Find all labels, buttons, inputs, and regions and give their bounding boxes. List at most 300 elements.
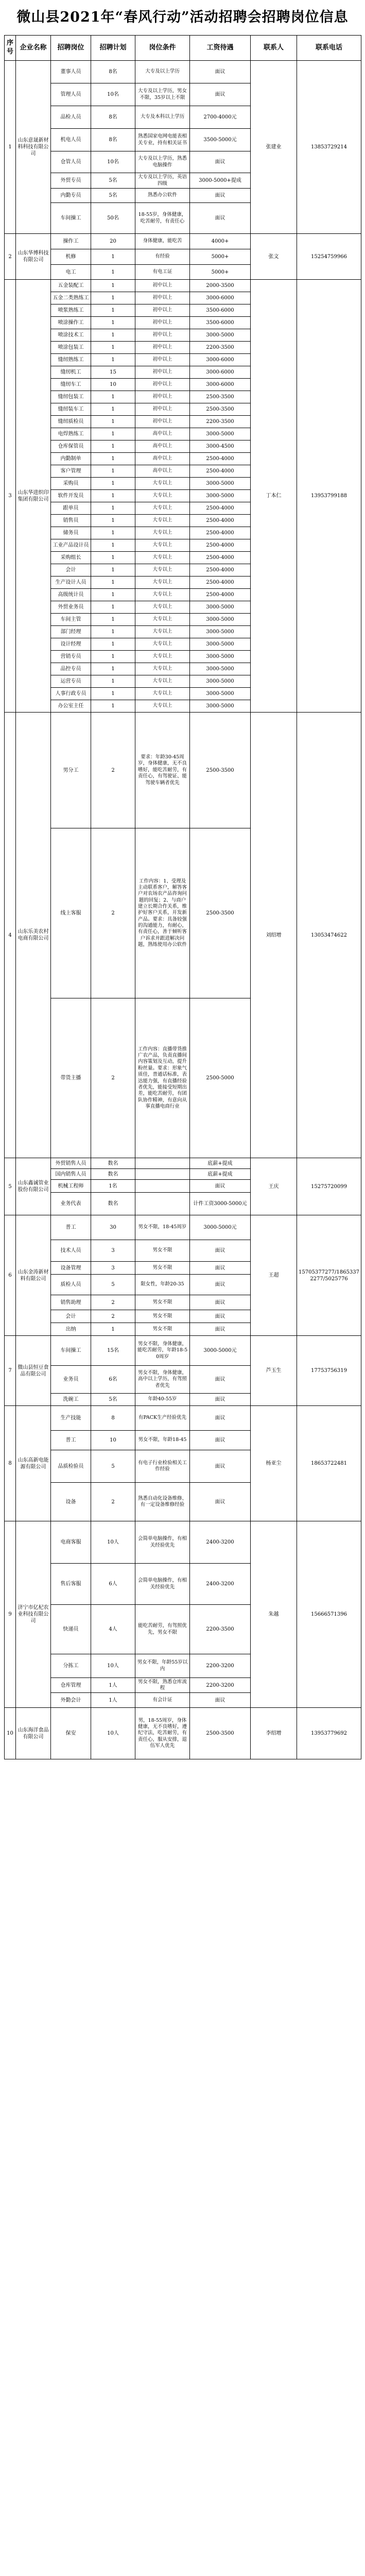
job-pay: 2500-4000: [190, 465, 251, 478]
job-requirements: [135, 1193, 190, 1215]
job-requirements: 初中以上: [135, 366, 190, 379]
job-plan: 1人: [91, 1678, 135, 1693]
job-pay: 3500-6000: [190, 304, 251, 317]
job-requirements: 大专以上: [135, 478, 190, 490]
job-position: 运营专员: [51, 675, 91, 688]
job-position: 业务员: [51, 1366, 91, 1394]
job-position: 设计经理: [51, 638, 91, 651]
job-position: 品控专员: [51, 663, 91, 675]
job-pay: 3000-5000: [190, 700, 251, 713]
job-plan: 1: [91, 651, 135, 663]
job-position: 业务代表: [51, 1193, 91, 1215]
contact-phone: 13053474622: [297, 713, 361, 1158]
contact-person: 张文: [251, 234, 297, 280]
job-pay: 3000-5000元: [190, 1215, 251, 1240]
job-requirements: 初中以上: [135, 403, 190, 416]
job-pay: 计件工资3000-5000元: [190, 1193, 251, 1215]
job-position: 跟单员: [51, 502, 91, 515]
job-pay: 2500-3500: [190, 391, 251, 403]
job-position: 国内销售人员: [51, 1169, 91, 1180]
contact-phone: 13953799188: [297, 280, 361, 713]
company-number: 2: [5, 234, 16, 280]
header-row: [5, 36, 361, 61]
contact-person: 朱越: [251, 1521, 297, 1708]
contact-person: 刘绍增: [251, 713, 297, 1158]
job-requirements: 男女不限: [135, 1323, 190, 1336]
job-pay: 3500-6000: [190, 317, 251, 329]
job-requirements: 会简单电脑操作，有相关经验优先: [135, 1521, 190, 1564]
job-pay: 2200-3200: [190, 1654, 251, 1678]
job-plan: 6人: [91, 1564, 135, 1605]
page-title: 微山县2021年“春风行动”活动招聘会招聘岗位信息: [16, 9, 349, 25]
job-position: 快递员: [51, 1605, 91, 1654]
job-plan: 30: [91, 1215, 135, 1240]
job-pay: 2200-3500: [190, 416, 251, 428]
job-pay: 2400-3200: [190, 1521, 251, 1564]
job-pay: 面议: [190, 1262, 251, 1275]
table-row: [5, 61, 361, 83]
job-position: 普工: [51, 1215, 91, 1240]
job-requirements: 高中以上: [135, 428, 190, 440]
company-name: 山东华进织印集团有限公司: [16, 280, 51, 713]
job-plan: 1: [91, 304, 135, 317]
job-position: 采购员: [51, 478, 91, 490]
job-pay: 3000-5000: [190, 663, 251, 675]
job-plan: 1: [91, 453, 135, 465]
job-plan: 1: [91, 601, 135, 614]
job-requirements: 男女不限: [135, 1295, 190, 1310]
job-plan: 数名: [91, 1158, 135, 1169]
job-requirements: [135, 1158, 190, 1169]
job-requirements: 限女性，年龄20-35: [135, 1275, 190, 1295]
job-plan: 1: [91, 539, 135, 552]
job-requirements: 大专以上: [135, 614, 190, 626]
job-requirements: 有经验: [135, 249, 190, 265]
job-pay: 2500-4000: [190, 515, 251, 527]
job-plan: 1: [91, 292, 135, 304]
job-position: 管理人员: [51, 83, 91, 106]
job-plan: 10人: [91, 1654, 135, 1678]
job-position: 会计: [51, 564, 91, 577]
job-plan: 数名: [91, 1193, 135, 1215]
job-pay: 2500-5000: [190, 998, 251, 1158]
job-pay: 2500-3500: [190, 828, 251, 998]
job-pay: 底薪+提成: [190, 1158, 251, 1169]
job-requirements: 初中以上: [135, 329, 190, 342]
job-pay: 2500-4000: [190, 564, 251, 577]
job-requirements: 大专及以上学历，英语四级: [135, 173, 190, 189]
job-pay: 面议: [190, 1180, 251, 1193]
job-pay: 面议: [190, 1450, 251, 1483]
job-plan: 1: [91, 675, 135, 688]
table-row: [5, 1215, 361, 1240]
job-requirements: 大专以上: [135, 539, 190, 552]
job-position: 线上客服: [51, 828, 91, 998]
job-plan: 20: [91, 234, 135, 249]
job-plan: 10名: [91, 151, 135, 173]
job-requirements: 初中以上: [135, 354, 190, 366]
job-requirements: 有PACK生产经验优先: [135, 1406, 190, 1431]
job-pay: 底薪+提成: [190, 1169, 251, 1180]
job-position: 仓管人员: [51, 151, 91, 173]
job-plan: 10人: [91, 1521, 135, 1564]
header-cell: 招聘岗位: [51, 36, 91, 61]
table-row: [5, 1406, 361, 1431]
job-plan: 4人: [91, 1605, 135, 1654]
job-position: 销售助理: [51, 1295, 91, 1310]
job-pay: 3000-5000: [190, 478, 251, 490]
job-position: 设备管理: [51, 1262, 91, 1275]
job-plan: 2: [91, 1295, 135, 1310]
job-pay: 2700-4000元: [190, 106, 251, 129]
job-pay: 2500-4000: [190, 502, 251, 515]
job-plan: 5: [91, 1450, 135, 1483]
job-plan: 1: [91, 342, 135, 354]
job-pay: 5000+: [190, 249, 251, 265]
job-pay: 3000-5000元: [190, 1336, 251, 1366]
job-plan: 1: [91, 700, 135, 713]
job-plan: 10: [91, 1431, 135, 1450]
contact-person: 芦玉生: [251, 1336, 297, 1406]
job-requirements: 大专以上: [135, 577, 190, 589]
job-pay: 2400-3200: [190, 1564, 251, 1605]
company-name: 济宁市亿杞农业科技有限公司: [16, 1521, 51, 1708]
job-position: 机电人员: [51, 129, 91, 151]
job-pay: 面议: [190, 1295, 251, 1310]
job-requirements: 大专以上: [135, 490, 190, 502]
job-plan: 10名: [91, 83, 135, 106]
job-position: 电工: [51, 265, 91, 280]
job-position: 缝纫熟练工: [51, 354, 91, 366]
job-requirements: 大专及以上学历，熟悉电脑操作: [135, 151, 190, 173]
job-requirements: 初中以上: [135, 292, 190, 304]
job-pay: 2200-3200: [190, 1678, 251, 1693]
job-plan: 1: [91, 416, 135, 428]
job-pay: 面议: [190, 189, 251, 203]
job-position: 人事行政专员: [51, 688, 91, 700]
job-position: 操作工: [51, 234, 91, 249]
job-pay: 面议: [190, 1406, 251, 1431]
job-requirements: 熟悉办公软件: [135, 189, 190, 203]
job-pay: 面议: [190, 1310, 251, 1323]
job-position: 机械工程师: [51, 1180, 91, 1193]
job-plan: 1: [91, 614, 135, 626]
job-requirements: 大专以上: [135, 626, 190, 638]
job-position: 喷涂包装工: [51, 342, 91, 354]
job-pay: 面议: [190, 61, 251, 83]
job-pay: 4000+: [190, 234, 251, 249]
job-position: 外贸销售人员: [51, 1158, 91, 1169]
job-pay: 2500-4000: [190, 577, 251, 589]
job-plan: 10: [91, 379, 135, 391]
contact-person: 王庆: [251, 1158, 297, 1215]
contact-person: 丁本仁: [251, 280, 297, 713]
contact-phone: 13853729214: [297, 61, 361, 234]
job-plan: 1: [91, 478, 135, 490]
job-plan: 1: [91, 265, 135, 280]
job-position: 缝纫质检员: [51, 416, 91, 428]
job-plan: 8名: [91, 106, 135, 129]
job-position: 设备: [51, 1483, 91, 1521]
job-plan: 1: [91, 317, 135, 329]
table-row: [5, 1336, 361, 1366]
job-pay: 2000-3500: [190, 280, 251, 292]
table-row: [5, 1158, 361, 1169]
job-plan: 5名: [91, 189, 135, 203]
job-pay: 面议: [190, 1240, 251, 1262]
job-position: 五金装配工: [51, 280, 91, 292]
job-plan: 1: [91, 391, 135, 403]
job-plan: 1: [91, 577, 135, 589]
job-position: 仓库管理: [51, 1678, 91, 1693]
job-pay: 面议: [190, 1366, 251, 1394]
job-position: 保安: [51, 1708, 91, 1759]
job-plan: 1: [91, 465, 135, 478]
job-pay: 2500-3500: [190, 1708, 251, 1759]
job-requirements: 男女不限，身体健康，能吃苦耐劳，年龄18-50周岁: [135, 1336, 190, 1366]
contact-person: 杨亚尘: [251, 1406, 297, 1521]
job-pay: 3000-5000: [190, 428, 251, 440]
job-requirements: 大专以上: [135, 663, 190, 675]
job-requirements: 高中以上: [135, 440, 190, 453]
job-requirements: 要求：年龄30-45周岁，身体健康，无不良嗜好，能吃苦耐劳，有责任心，有驾驶证、能驾驶车辆者优先: [135, 713, 190, 828]
job-pay: 3000-5000+提成: [190, 173, 251, 189]
job-plan: 1: [91, 1323, 135, 1336]
job-requirements: 能吃苦耐劳，有驾照优先，男女不限: [135, 1605, 190, 1654]
job-position: 生产设计人员: [51, 577, 91, 589]
job-position: 品质检验员: [51, 1450, 91, 1483]
company-name: 山东金涛新材料有限公司: [16, 1215, 51, 1336]
company-name: 山东乐美农村电商有限公司: [16, 713, 51, 1158]
job-pay: 面议: [190, 1431, 251, 1450]
job-requirements: 男女不限，年龄18-45: [135, 1431, 190, 1450]
header-cell: 序号: [5, 36, 16, 61]
job-plan: 1: [91, 688, 135, 700]
job-pay: 面议: [190, 1693, 251, 1708]
job-requirements: 熟悉国家电网电能表相关专业，持有相关证书: [135, 129, 190, 151]
company-name: 山东高新电能源有限公司: [16, 1406, 51, 1521]
job-position: 外贸专员: [51, 173, 91, 189]
job-requirements: 高中以上: [135, 465, 190, 478]
job-plan: 1: [91, 403, 135, 416]
job-pay: 5000+: [190, 265, 251, 280]
company-number: 9: [5, 1521, 16, 1708]
job-requirements: 大专以上: [135, 700, 190, 713]
job-requirements: 大专以上: [135, 638, 190, 651]
job-pay: 3000-5000: [190, 688, 251, 700]
job-requirements: 初中以上: [135, 379, 190, 391]
job-position: 喷浆熟练工: [51, 304, 91, 317]
job-plan: 8名: [91, 61, 135, 83]
company-name: 山东华博科技有限公司: [16, 234, 51, 280]
job-pay: 2200-3500: [190, 342, 251, 354]
table-row: [5, 1708, 361, 1759]
header-cell: 联系人: [251, 36, 297, 61]
job-position: 软件开发员: [51, 490, 91, 502]
job-plan: 1: [91, 329, 135, 342]
job-requirements: 大专以上: [135, 601, 190, 614]
job-pay: 3000-5000: [190, 329, 251, 342]
job-pay: 面议: [190, 151, 251, 173]
job-requirements: 有电工证: [135, 265, 190, 280]
job-requirements: 男，18-55周岁，身体健康，无不良嗜好，遵纪守法，吃苦耐劳，有责任心，服从安排，退伍军人优先: [135, 1708, 190, 1759]
company-name: 山东海洋食品有限公司: [16, 1708, 51, 1759]
job-position: 董事人员: [51, 61, 91, 83]
job-pay: 2500-3500: [190, 403, 251, 416]
job-plan: 5名: [91, 1394, 135, 1406]
company-number: 5: [5, 1158, 16, 1215]
job-plan: 8名: [91, 129, 135, 151]
job-position: 高级统计员: [51, 589, 91, 601]
job-pay: 3000-5000: [190, 675, 251, 688]
job-requirements: 初中以上: [135, 342, 190, 354]
job-pay: 面议: [190, 1275, 251, 1295]
job-plan: 3: [91, 1262, 135, 1275]
job-plan: 15名: [91, 1336, 135, 1366]
job-plan: 2: [91, 1310, 135, 1323]
job-position: 缝纫车工: [51, 379, 91, 391]
job-plan: 15: [91, 366, 135, 379]
job-requirements: 大专以上: [135, 688, 190, 700]
job-requirements: 有会计证: [135, 1693, 190, 1708]
header-cell: 企业名称: [16, 36, 51, 61]
job-requirements: 大专以上: [135, 527, 190, 539]
job-pay: 3000-5000: [190, 614, 251, 626]
job-position: 喷涂操作工: [51, 317, 91, 329]
job-position: 售后客服: [51, 1564, 91, 1605]
job-requirements: 初中以上: [135, 280, 190, 292]
job-plan: 1: [91, 527, 135, 539]
job-position: 仓库保管员: [51, 440, 91, 453]
header-cell: 联系电话: [297, 36, 361, 61]
job-requirements: 年龄40-55岁: [135, 1394, 190, 1406]
job-plan: 1: [91, 564, 135, 577]
job-position: 普工: [51, 1431, 91, 1450]
jobs-table: [4, 35, 361, 1759]
company-name: 微山县恒豆食品有限公司: [16, 1336, 51, 1406]
job-requirements: 男女不限，18-45周岁: [135, 1215, 190, 1240]
job-pay: 面议: [190, 1483, 251, 1521]
job-position: 车间操工: [51, 1336, 91, 1366]
job-requirements: 初中以上: [135, 416, 190, 428]
job-position: 客户管理: [51, 465, 91, 478]
job-plan: 2: [91, 713, 135, 828]
table-row: [5, 1521, 361, 1564]
job-position: 缝纫装车工: [51, 403, 91, 416]
job-requirements: 身体健康，能吃苦: [135, 234, 190, 249]
job-pay: 3000-5000: [190, 638, 251, 651]
job-plan: 5名: [91, 173, 135, 189]
job-requirements: 18-55岁，身体健康，吃苦耐劳，有责任心: [135, 203, 190, 234]
job-pay: 2500-4000: [190, 539, 251, 552]
job-plan: 1: [91, 440, 135, 453]
contact-phone: 15705377277/18653372277/5025776: [297, 1215, 361, 1336]
contact-phone: 15666571396: [297, 1521, 361, 1708]
job-position: 分拣工: [51, 1654, 91, 1678]
job-requirements: 男女不限，熟悉仓库流程: [135, 1678, 190, 1693]
job-position: 男分工: [51, 713, 91, 828]
job-pay: 2500-4000: [190, 453, 251, 465]
table-row: [5, 280, 361, 292]
job-requirements: 初中以上: [135, 317, 190, 329]
job-requirements: [135, 1180, 190, 1193]
contact-person: 王超: [251, 1215, 297, 1336]
job-requirements: 大专以上: [135, 502, 190, 515]
job-requirements: 会简单电脑操作，有相关经验优先: [135, 1564, 190, 1605]
job-plan: 数名: [91, 1169, 135, 1180]
job-pay: 3000-5000: [190, 490, 251, 502]
job-pay: 2500-4000: [190, 552, 251, 564]
job-position: 车间主管: [51, 614, 91, 626]
job-requirements: 大专及以上学历: [135, 61, 190, 83]
contact-phone: 13953779692: [297, 1708, 361, 1759]
job-plan: 50名: [91, 203, 135, 234]
job-position: 营销专员: [51, 651, 91, 663]
job-requirements: 大专以上: [135, 675, 190, 688]
job-pay: 3000-6000: [190, 379, 251, 391]
job-position: 外贸业务员: [51, 601, 91, 614]
job-pay: 3000-5000: [190, 651, 251, 663]
job-requirements: 大专及以上学历，男女不限，35岁以上不限: [135, 83, 190, 106]
job-position: 机修: [51, 249, 91, 265]
job-plan: 1: [91, 638, 135, 651]
job-plan: 1: [91, 589, 135, 601]
job-pay: 3000-6000: [190, 354, 251, 366]
company-name: 山东意晟新材料科技有限公司: [16, 61, 51, 234]
job-pay: 2500-4000: [190, 589, 251, 601]
job-plan: 1: [91, 626, 135, 638]
job-requirements: 大专以上: [135, 564, 190, 577]
job-requirements: 初中以上: [135, 391, 190, 403]
job-pay: 面议: [190, 1394, 251, 1406]
job-position: 工业产品设计员: [51, 539, 91, 552]
job-requirements: 初中以上: [135, 304, 190, 317]
job-position: 喷涂技术工: [51, 329, 91, 342]
job-requirements: 工作内容：1、受理及主动联系客户，解答客户对农场农产品咨询问题的回复；2、与商户建立长期合作关系，维护好客户关系，开发新产品。要求：具备较强的沟通能力，有耐心，有责任心，善于倾听客户诉求并跟进解决问题，熟练使用办公软件: [135, 828, 190, 998]
company-number: 8: [5, 1406, 16, 1521]
job-requirements: 男女不限，年龄55岁以内: [135, 1654, 190, 1678]
company-number: 1: [5, 61, 16, 234]
job-requirements: 大专以上: [135, 589, 190, 601]
job-position: 生产技能: [51, 1406, 91, 1431]
job-requirements: 大专以上: [135, 651, 190, 663]
contact-phone: 15275720099: [297, 1158, 361, 1215]
contact-phone: 17753756319: [297, 1336, 361, 1406]
job-pay: 3000-6000: [190, 292, 251, 304]
job-plan: 5: [91, 1275, 135, 1295]
job-requirements: 男女不限，身体健康，高中以上学历，有驾照者优先: [135, 1366, 190, 1394]
job-position: 缝纫包装工: [51, 391, 91, 403]
job-requirements: [135, 1169, 190, 1180]
header-cell: 工资待遇: [190, 36, 251, 61]
job-position: 办公室主任: [51, 700, 91, 713]
job-plan: 1: [91, 490, 135, 502]
job-requirements: 熟悉自动化设备维修、有一定设备维修经验: [135, 1483, 190, 1521]
header-cell: 招聘计划: [91, 36, 135, 61]
job-position: 品检人员: [51, 106, 91, 129]
company-number: 4: [5, 713, 16, 1158]
job-requirements: 工作内容：直播带货推广农产品，负责直播间内容策划及互动，提升粉丝量。要求：形象气质佳，普通话标准，表达能力强，有直播经验者优先，能接受短期出差，能吃苦耐劳，有团队协作精神，有意向从事直播电商行业: [135, 998, 190, 1158]
job-position: 会计: [51, 1310, 91, 1323]
job-position: 技术人员: [51, 1240, 91, 1262]
job-plan: 1: [91, 428, 135, 440]
job-plan: 2: [91, 1483, 135, 1521]
header-cell: 岗位条件: [135, 36, 190, 61]
job-position: 电商客服: [51, 1521, 91, 1564]
job-position: 出纳: [51, 1323, 91, 1336]
job-plan: 1: [91, 280, 135, 292]
job-pay: 2500-3500: [190, 713, 251, 828]
